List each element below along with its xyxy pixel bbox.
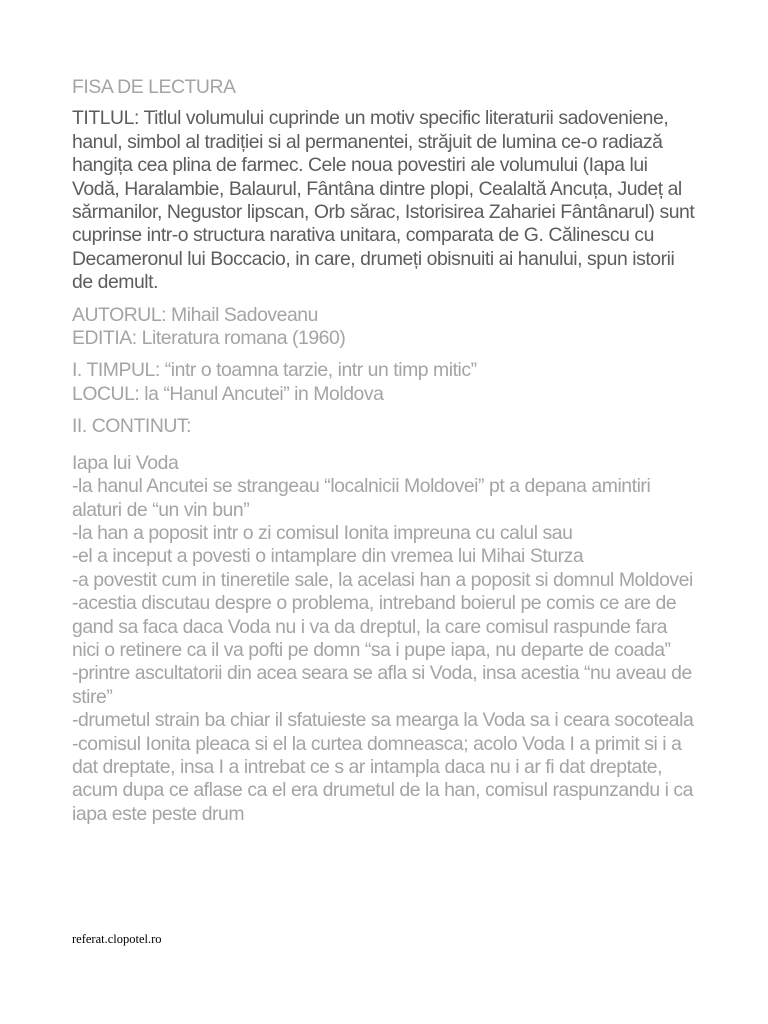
story-item: -drumetul strain ba chiar il sfatuieste sa mearga la Voda sa i ceara socoteala <box>72 709 694 732</box>
time-place-block <box>72 359 698 406</box>
story-item: -el a inceput a povesti o intamplare din vremea lui Mihai Sturza <box>72 545 584 568</box>
story-item: -la han a poposit intr o zi comisul Ionita impreuna cu calul sau <box>72 521 573 544</box>
story-item: -la hanul Ancutei se strangeau “localnicii Moldovei” pt a depana amintiri alaturi de “un vin bun” <box>72 475 651 521</box>
story-item: -acestia discutau despre o problema, intreband boierul pe comis ce are de gand sa faca daca Voda nu i va da dreptul, la care comisul raspunde fara nici o retinere ca il va pofti pe domn “sa i pupe iapa, nu departe de coada” <box>72 592 677 661</box>
story-item: -printre ascultatorii din acea seara se afla si Voda, insa acestia “nu aveau de stire” <box>72 662 692 708</box>
story-block <box>72 452 698 827</box>
story-item: -comisul Ionita pleaca si el la curtea domneasca; acolo Voda I a primit si i a dat dreptate, insa I a intrebat ce s ar intampla daca nu i ar fi dat dreptate, acum dupa ce aflase ca el era drumetul de la han, comisul raspunzandu i ca iapa este peste drum <box>72 732 693 825</box>
title-paragraph: TITLUL: Titlul volumului cuprinde un motiv specific literaturii sadoveniene, hanul, simbol al tradiției si al permanentei, străjuit de lumina ce-o radiază hangița cea plina de farmec. Cele noua povestiri ale volumului (Iapa lui Vodă, Haralambie, Balaurul, Fântâna dintre plopi, Cealaltă Ancuța, Județ al sărmanilor, Negustor lipscan, Orb sărac, Istorisirea Zahariei Fântânarul) sunt cuprinse intr-o structura narativa unitara, comparata de G. Călinescu cu Decameronul lui Boccacio, in care, drumeți obisnuiti ai hanului, spun istorii de demult. <box>72 107 695 294</box>
document-heading: FISA DE LECTURA <box>72 76 236 98</box>
source-footer: referat.clopotel.ro <box>72 932 162 946</box>
time-line: I. TIMPUL: “intr o toamna tarzie, intr un timp mitic” <box>72 359 477 382</box>
story-item: -a povestit cum in tineretile sale, la acelasi han a poposit si domnul Moldovei <box>72 568 693 591</box>
author-line: AUTORUL: Mihail Sadoveanu <box>72 303 318 326</box>
story-title: Iapa lui Voda <box>72 451 179 474</box>
edition-line: EDITIA: Literatura romana (1960) <box>72 327 346 350</box>
author-edition-block <box>72 304 698 351</box>
document-page <box>72 76 698 835</box>
place-line: LOCUL: la “Hanul Ancutei” in Moldova <box>72 382 384 405</box>
content-heading: II. CONTINUT: <box>72 415 192 438</box>
